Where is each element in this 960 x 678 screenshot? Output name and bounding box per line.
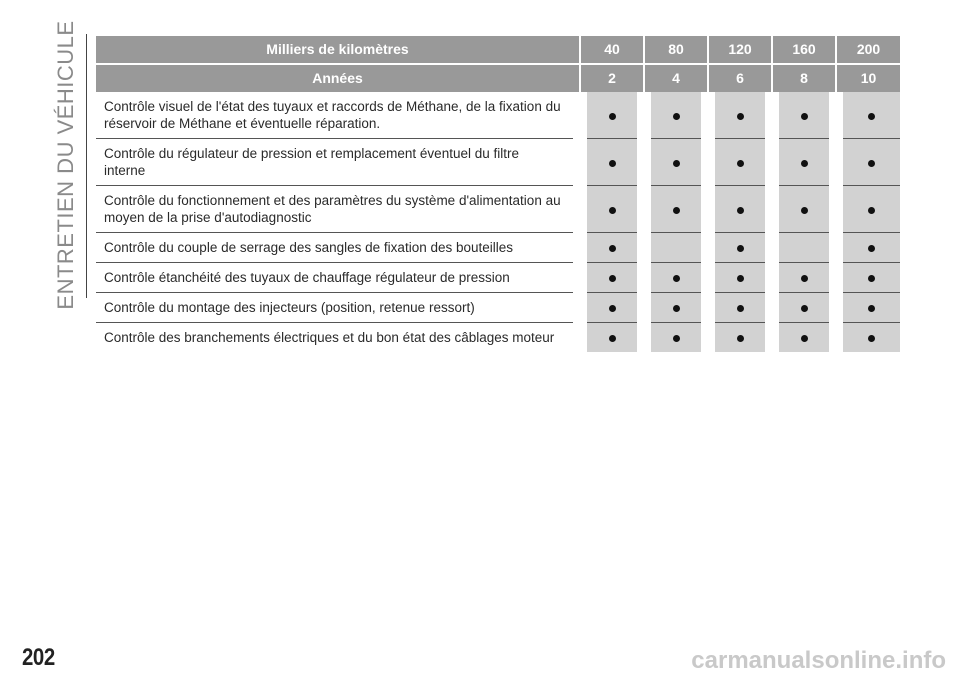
interval-cell [708,293,772,323]
scheduled-dot-icon [609,275,616,282]
section-side-title-text: ENTRETIEN DU VÉHICULE [53,20,78,310]
interval-cell [708,323,772,353]
scheduled-dot-icon [609,160,616,167]
table-row [96,293,900,323]
scheduled-dot-icon [673,305,680,312]
scheduled-dot-icon [609,335,616,342]
header-km-label: Milliers de kilomètres [96,36,580,64]
header-years-value: 4 [644,64,708,92]
interval-cell [772,233,836,263]
scheduled-dot-icon [673,207,680,214]
header-row-years [96,64,900,92]
interval-cell [580,186,644,233]
table-row [96,92,900,139]
scheduled-dot-icon [737,335,744,342]
scheduled-dot-icon [737,275,744,282]
interval-cell [836,323,900,353]
interval-cell [644,186,708,233]
interval-cell [836,233,900,263]
watermark-text: carmanualsonline.info [691,647,946,674]
scheduled-dot-icon [868,305,875,312]
interval-cell [772,186,836,233]
scheduled-dot-icon [868,335,875,342]
interval-cell [644,293,708,323]
interval-cell [644,323,708,353]
interval-cell [836,293,900,323]
operation-label: Contrôle du fonctionnement et des paramètres du système d'alimentation au moyen de la prise d'autodiagnostic [96,186,580,233]
header-years-value: 8 [772,64,836,92]
interval-cell [836,139,900,186]
scheduled-dot-icon [868,207,875,214]
header-years-value: 10 [836,64,900,92]
header-km-value: 80 [644,36,708,64]
interval-cell [708,233,772,263]
header-years-label: Années [96,64,580,92]
scheduled-dot-icon [868,275,875,282]
header-km-value: 160 [772,36,836,64]
scheduled-dot-icon [737,160,744,167]
operation-label: Contrôle du régulateur de pression et remplacement éventuel du filtre interne [96,139,580,186]
interval-cell [644,263,708,293]
header-row-kilometres [96,36,900,64]
operation-label: Contrôle visuel de l'état des tuyaux et raccords de Méthane, de la fixation du réservoir de Méthane et éventuelle réparation. [96,92,580,139]
table-row [96,233,900,263]
interval-cell [772,323,836,353]
interval-cell [772,293,836,323]
scheduled-dot-icon [868,245,875,252]
scheduled-dot-icon [868,160,875,167]
maintenance-schedule-table [96,36,900,352]
interval-cell [644,139,708,186]
header-years-value: 6 [708,64,772,92]
interval-cell [580,263,644,293]
scheduled-dot-icon [673,335,680,342]
scheduled-dot-icon [737,207,744,214]
interval-cell [708,263,772,293]
interval-cell [836,186,900,233]
interval-cell [708,92,772,139]
operation-label: Contrôle étanchéité des tuyaux de chauffage régulateur de pression [96,263,580,293]
interval-cell [644,233,708,263]
interval-cell [708,139,772,186]
interval-cell [708,186,772,233]
scheduled-dot-icon [609,207,616,214]
operation-label: Contrôle du couple de serrage des sangles de fixation des bouteilles [96,233,580,263]
scheduled-dot-icon [801,207,808,214]
header-years-value: 2 [580,64,644,92]
section-side-title [46,20,86,310]
scheduled-dot-icon [801,113,808,120]
interval-cell [836,92,900,139]
operation-label: Contrôle des branchements électriques et du bon état des câblages moteur [104,330,555,345]
header-km-value: 200 [836,36,900,64]
interval-cell [772,92,836,139]
scheduled-dot-icon [737,305,744,312]
page-number: 202 [22,644,55,671]
scheduled-dot-icon [801,335,808,342]
table-row [96,263,900,293]
scheduled-dot-icon [801,305,808,312]
interval-cell [580,293,644,323]
scheduled-dot-icon [609,245,616,252]
header-km-value: 40 [580,36,644,64]
interval-cell [580,92,644,139]
scheduled-dot-icon [737,113,744,120]
interval-cell [580,233,644,263]
table-row [96,323,900,353]
side-divider [86,34,87,298]
interval-cell [772,263,836,293]
operation-label: Contrôle du montage des injecteurs (position, retenue ressort) [96,293,580,323]
table-row [96,139,900,186]
scheduled-dot-icon [609,305,616,312]
interval-cell [836,263,900,293]
header-km-value: 120 [708,36,772,64]
interval-cell [580,323,644,353]
scheduled-dot-icon [801,160,808,167]
interval-cell [644,92,708,139]
scheduled-dot-icon [673,113,680,120]
scheduled-dot-icon [801,275,808,282]
scheduled-dot-icon [673,275,680,282]
scheduled-dot-icon [737,245,744,252]
interval-cell [772,139,836,186]
scheduled-dot-icon [868,113,875,120]
scheduled-dot-icon [609,113,616,120]
interval-cell [580,139,644,186]
scheduled-dot-icon [673,160,680,167]
table-row [96,186,900,233]
